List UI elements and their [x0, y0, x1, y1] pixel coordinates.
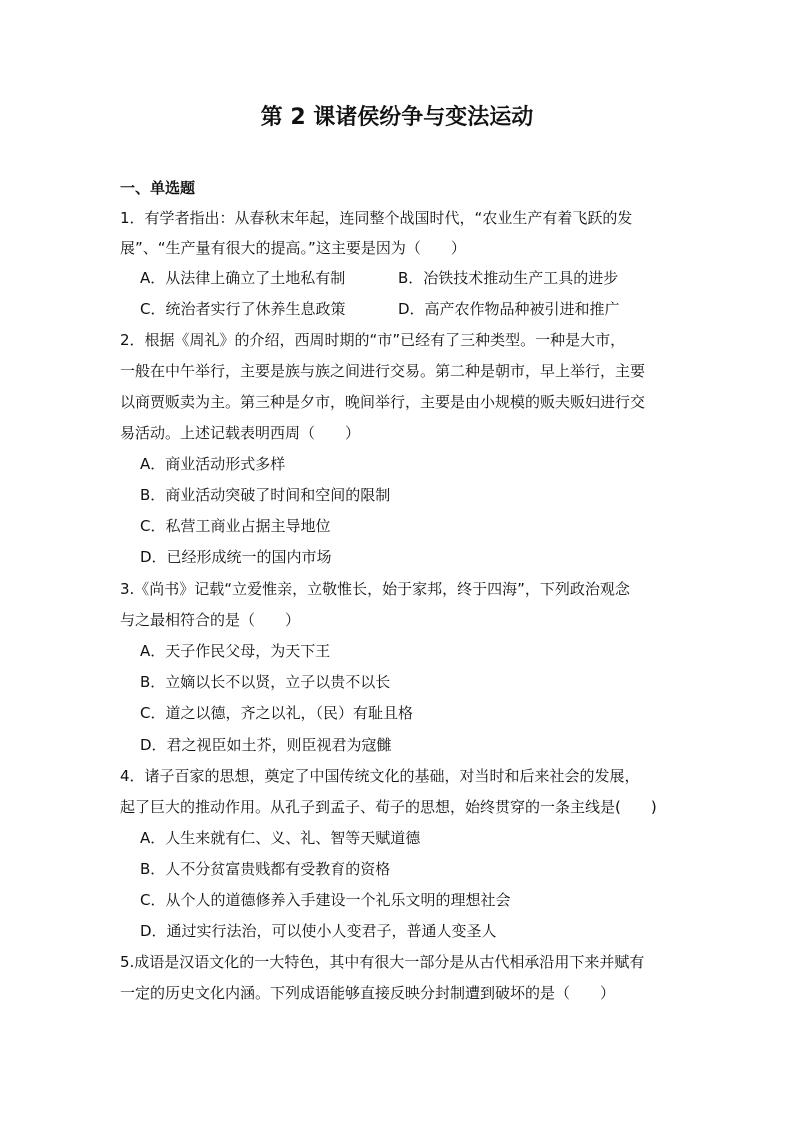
question-2-line-2: 一般在中午举行，主要是族与族之间进行交易。第二种是朝市，早上举行，主要	[120, 362, 646, 380]
question-4-option-b: B．人不分贫富贵贱都有受教育的资格	[140, 860, 391, 878]
question-4-line-1: 4．诸子百家的思想，奠定了中国传统文化的基础，对当时和后来社会的发展，	[120, 767, 640, 785]
question-2-line-4: 易活动。上述记载表明西周（ ）	[120, 424, 361, 442]
question-2-line-3: 以商贾贩卖为主。第三种是夕市，晚间举行，主要是由小规模的贩夫贩妇进行交	[120, 393, 646, 411]
question-3-option-b: B．立嫡以长不以贤，立子以贵不以长	[140, 673, 391, 691]
question-4-line-2: 起了巨大的推动作用。从孔子到孟子、荀子的思想，始终贯穿的一条主线是( )	[120, 798, 657, 816]
page-title: 第 2 课诸侯纷争与变法运动	[260, 105, 534, 130]
question-3-option-d: D．君之视臣如土芥，则臣视君为寇雠	[140, 736, 392, 754]
question-1-line-2: 展”、“生产量有很大的提高。”这主要是因为（ ）	[120, 239, 466, 257]
question-3-option-c: C．道之以德，齐之以礼，（民）有耻且格	[140, 704, 413, 722]
question-3-line-1: 3.《尚书》记载“立爱惟亲，立敬惟长，始于家邦，终于四海”，下列政治观念	[120, 580, 630, 598]
question-5-line-1: 5.成语是汉语文化的一大特色，其中有很大一部分是从古代相承沿用下来并赋有	[120, 953, 645, 971]
question-2-option-c: C．私营工商业占据主导地位	[140, 517, 331, 535]
question-1-option-b: B．冶铁技术推动生产工具的进步	[398, 269, 619, 287]
question-2-line-1: 2．根据《周礼》的介绍，西周时期的“市”已经有了三种类型。一种是大市，	[120, 331, 626, 349]
question-1-option-c: C．统治者实行了休养生息政策	[140, 300, 346, 318]
question-1-line-1: 1．有学者指出：从春秋末年起，连同整个战国时代，“农业生产有着飞跃的发	[120, 209, 633, 227]
question-2-option-d: D．已经形成统一的国内市场	[140, 548, 332, 566]
question-4-option-c: C．从个人的道德修养入手建设一个礼乐文明的理想社会	[140, 891, 511, 909]
section-heading: 一、单选题	[120, 179, 196, 197]
question-1-option-a: A．从法律上确立了土地私有制	[140, 269, 346, 287]
question-1-option-d: D．高产农作物品种被引进和推广	[398, 300, 620, 318]
question-3-option-a: A．天子作民父母，为天下王	[140, 642, 331, 660]
question-2-option-b: B．商业活动突破了时间和空间的限制	[140, 486, 391, 504]
question-3-line-2: 与之最相符合的是（ ）	[120, 611, 301, 629]
question-2-option-a: A．商业活动形式多样	[140, 455, 286, 473]
question-4-option-a: A．人生来就有仁、义、礼、智等天赋道德	[140, 829, 421, 847]
question-4-option-d: D．通过实行法治，可以使小人变君子，普通人变圣人	[140, 922, 497, 940]
question-5-line-2: 一定的历史文化内涵。下列成语能够直接反映分封制遭到破坏的是（ ）	[120, 984, 616, 1002]
